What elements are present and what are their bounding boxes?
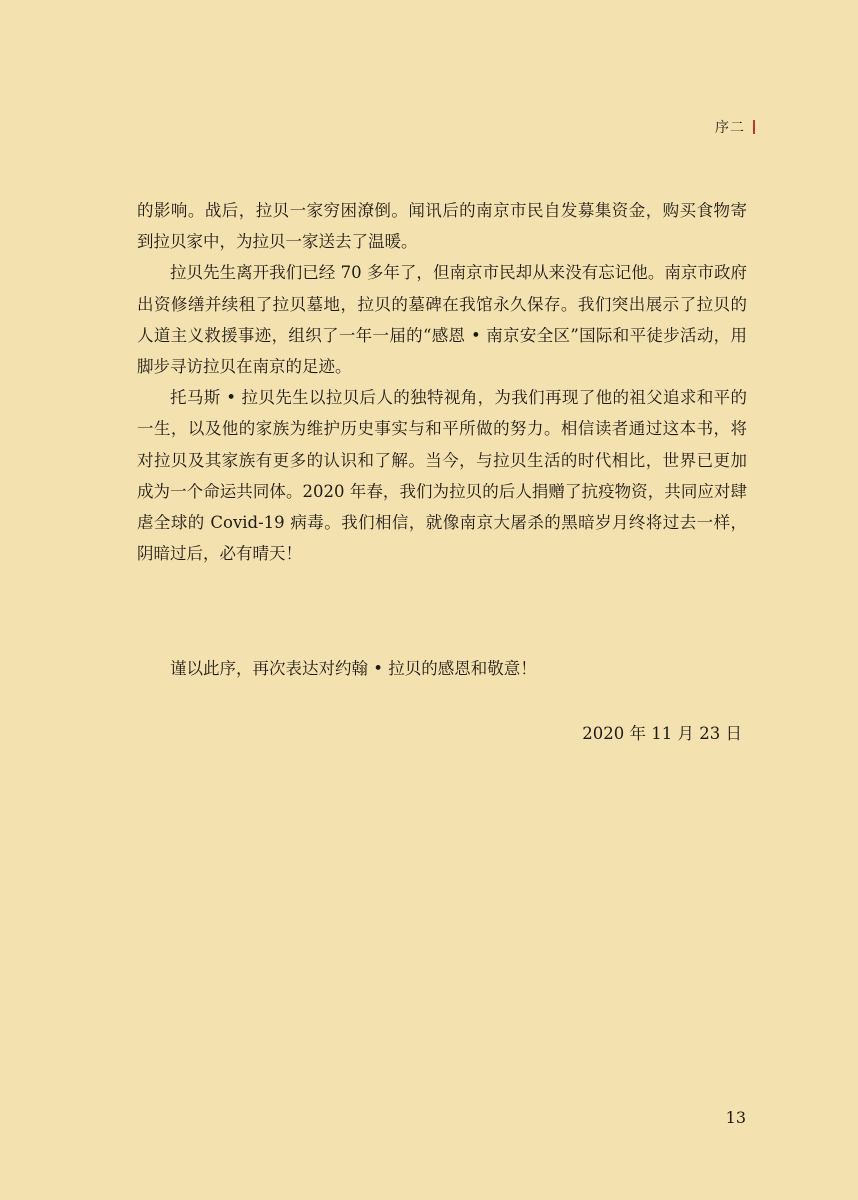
paragraph: 托马斯 • 拉贝先生以拉贝后人的独特视角，为我们再现了他的祖父追求和平的一生，以及他的家族为维护历史事实与和平所做的努力。相信读者通过这本书，将对拉贝及其家族有更多的认识和了解。当今，与拉贝生活的时代相比，世界已更加成为一个命运共同体。2020 年春，我们为拉贝的后人捐赠了抗疫物资，共同应对肆虐全球的 Covid-19 病毒。我们相信，就像南京大屠杀的黑暗岁月终将过去一样，阴暗过后，必有晴天！	[137, 388, 747, 564]
page-number: 13	[725, 1108, 746, 1127]
header-accent-bar	[753, 120, 755, 134]
closing-sentence: 谨以此序，再次表达对约翰 • 拉贝的感恩和敬意！	[170, 659, 537, 678]
date-line: 2020 年 11 月 23 日	[582, 724, 742, 743]
running-header	[715, 117, 755, 137]
paragraph-continued: 的影响。战后，拉贝一家穷困潦倒。闻讯后的南京市民自发募集资金，购买食物寄到拉贝家中，为拉贝一家送去了温暖。	[137, 201, 747, 252]
section-title: 序二	[715, 120, 745, 136]
paragraph: 拉贝先生离开我们已经 70 多年了，但南京市民却从来没有忘记他。南京市政府出资修缮并续租了拉贝墓地，拉贝的墓碑在我馆永久保存。我们突出展示了拉贝的人道主义救援事迹，组织了一年一届的“感恩 • 南京安全区”国际和平徒步活动，用脚步寻访拉贝在南京的足迹。	[137, 263, 747, 377]
body-text	[137, 195, 747, 569]
